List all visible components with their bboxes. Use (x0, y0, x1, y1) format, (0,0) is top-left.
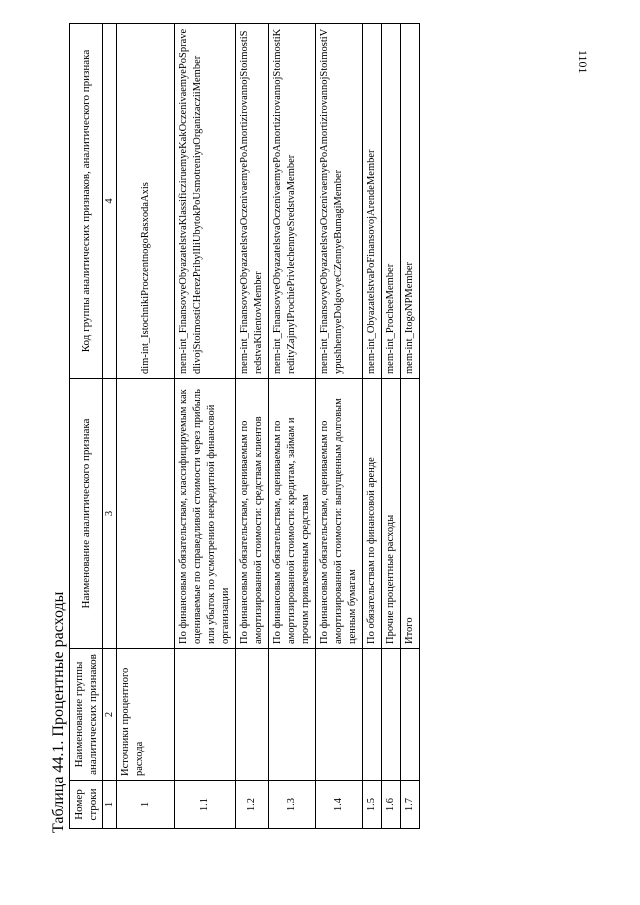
table-row (382, 24, 401, 829)
column-number: 4 (103, 24, 117, 379)
header-row-number: Номер строки (70, 781, 103, 829)
table-row (269, 24, 316, 829)
group-name (316, 649, 363, 781)
feature-code: mem-int_FinansovyeObyazatelstvaKlassificziruemyeKakOczenivaemyePoSpravedlivojStoimostiCHerezPribylIliUbytokPoUsmotreniyuOrganizacziiMember (175, 24, 236, 379)
table-row (316, 24, 363, 829)
header-group-name: Наименование группы аналитических признаков (70, 649, 103, 781)
feature-name: По обязательствам по финансовой аренде (363, 379, 382, 649)
group-name (269, 649, 316, 781)
row-number: 1.5 (363, 781, 382, 829)
table-title: Таблица 44.1. Процентные расходы (50, 591, 67, 833)
row-number: 1.6 (382, 781, 401, 829)
feature-code: dim-int_IstochnikiProczentnogoRasxodaAxis (117, 24, 175, 379)
row-number: 1.7 (401, 781, 420, 829)
group-name (363, 649, 382, 781)
feature-code: mem-int_ItogoNPMember (401, 24, 420, 379)
table-row (401, 24, 420, 829)
group-name (401, 649, 420, 781)
column-number: 1 (103, 781, 117, 829)
group-name (236, 649, 269, 781)
feature-name: Прочие процентные расходы (382, 379, 401, 649)
table-row (236, 24, 269, 829)
group-name: Источники процентного расхода (117, 649, 175, 781)
feature-name: По финансовым обязательствам, классифицируемым как оцениваемые по справедливой стоимости через прибыль или убыток по усмотрению некредитной финансовой организации (175, 379, 236, 649)
row-number: 1.3 (269, 781, 316, 829)
page-number: 1101 (576, 50, 590, 74)
feature-name: По финансовым обязательствам, оцениваемым по амортизированной стоимости: выпущенным долговым ценным бумагам (316, 379, 363, 649)
row-number: 1.4 (316, 781, 363, 829)
table-row (175, 24, 236, 829)
column-number-row (103, 24, 117, 829)
feature-name (117, 379, 175, 649)
feature-code: mem-int_FinansovyeObyazatelstvaOczenivaemyePoAmortizirovannojStoimostiVypushhennyeDolgovyeCZennyeBumagiMember (316, 24, 363, 379)
table-row (363, 24, 382, 829)
feature-code: mem-int_ProcheeMember (382, 24, 401, 379)
feature-code: mem-int_FinansovyeObyazatelstvaOczenivaemyePoAmortizirovannojStoimostiKredityZajmyIProchiePrivlechennyeSredstvaMember (269, 24, 316, 379)
feature-code: mem-int_ObyazatelstvaPoFinansovojArendeMember (363, 24, 382, 379)
feature-code: mem-int_FinansovyeObyazatelstvaOczenivaemyePoAmortizirovannojStoimostiSredstvaKlientovMember (236, 24, 269, 379)
header-row (70, 24, 103, 829)
table-row (117, 24, 175, 829)
group-name (382, 649, 401, 781)
feature-name: По финансовым обязательствам, оцениваемым по амортизированной стоимости: кредитам, займам и прочим привлеченным средствам (269, 379, 316, 649)
feature-name: По финансовым обязательствам, оцениваемым по амортизированной стоимости: средствам клиентов (236, 379, 269, 649)
column-number: 2 (103, 649, 117, 781)
group-name (175, 649, 236, 781)
row-number: 1.2 (236, 781, 269, 829)
column-number: 3 (103, 379, 117, 649)
feature-name: Итого (401, 379, 420, 649)
row-number: 1.1 (175, 781, 236, 829)
header-code: Код группы аналитических признаков, аналитического признака (70, 24, 103, 379)
row-number: 1 (117, 781, 175, 829)
rotated-content (33, 0, 633, 853)
interest-expense-table (69, 23, 420, 829)
header-feature-name: Наименование аналитического признака (70, 379, 103, 649)
